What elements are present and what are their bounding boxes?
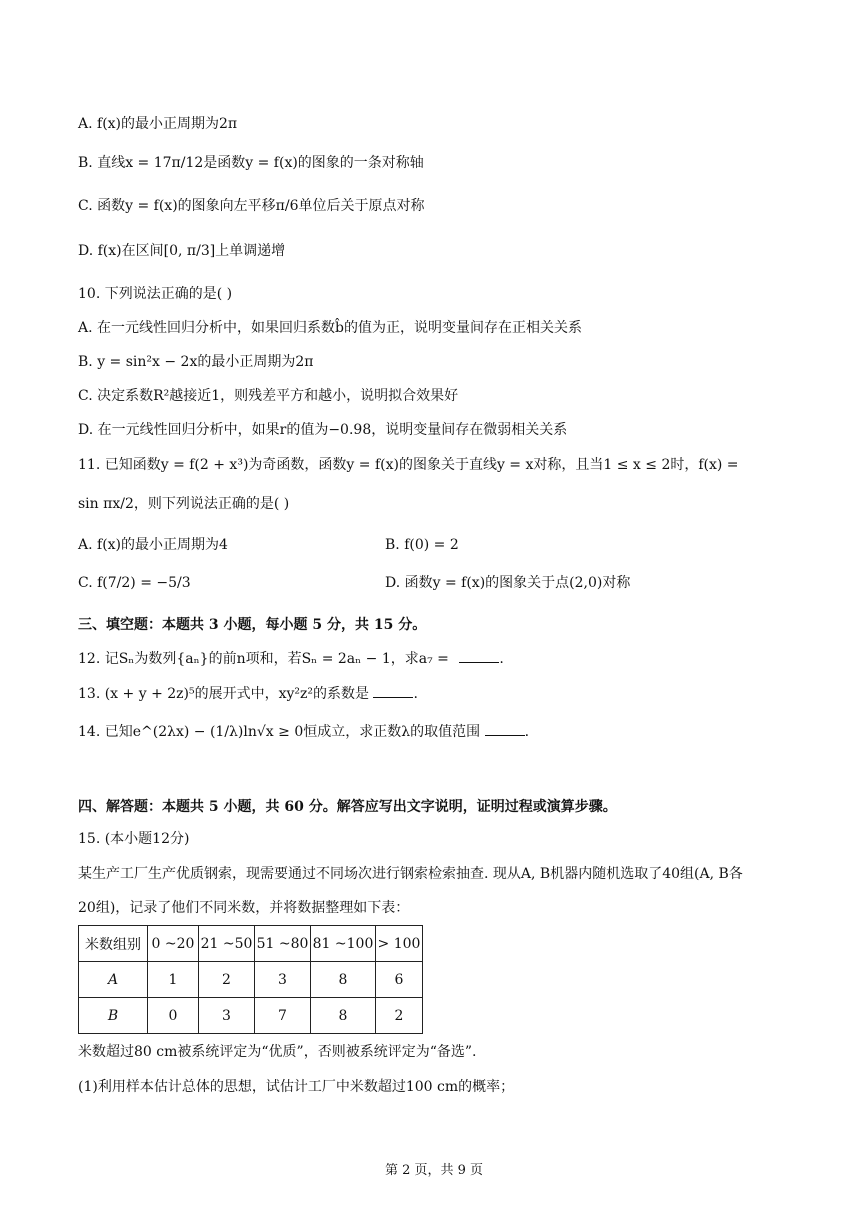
blank-period: . [413, 686, 418, 702]
question-11-option-d: D. 函数y = f(x)的图象关于点(2,0)对称 [385, 575, 631, 591]
table-cell: 2 [199, 962, 255, 998]
table-row [79, 962, 423, 998]
question-9-option-d: D. f(x)在区间[0, π/3]上单调递增 [78, 243, 286, 259]
table-header-cell: 米数组别 [79, 926, 148, 962]
answer-blank [485, 721, 525, 736]
question-11-option-b: B. f(0) = 2 [385, 537, 459, 553]
question-11-stem: 11. 已知函数y = f(2 + x³)为奇函数，函数y = f(x)的图象关于直线y = x对称，且当1 ≤ x ≤ 2时，f(x) = [78, 457, 739, 473]
table-cell: 8 [311, 962, 376, 998]
question-15-para-2: 20组)，记录了他们不同米数，并将数据整理如下表： [78, 900, 410, 916]
question-15-part-1: (1)利用样本估计总体的思想，试估计工厂中米数超过100 cm的概率； [78, 1079, 515, 1095]
question-10-option-a: A. 在一元线性回归分析中，如果回归系数b̂的值为正，说明变量间存在正相关关系 [78, 320, 582, 336]
table-header-cell: 21 ~50 [199, 926, 255, 962]
answer-blank [373, 683, 413, 698]
table-header-cell: 51 ~80 [255, 926, 311, 962]
question-13 [78, 683, 418, 704]
table-header-row [79, 926, 423, 962]
table-cell: 7 [255, 998, 311, 1034]
table-header-cell: > 100 [376, 926, 423, 962]
section-3-heading: 三、填空题：本题共 3 小题，每小题 5 分，共 15 分。 [78, 617, 427, 633]
table-cell: 3 [255, 962, 311, 998]
question-14-text: 14. 已知e^(2λx) − (1/λ)ln√x ≥ 0恒成立，求正数λ的取值范围 [78, 724, 481, 740]
table-cell: A [79, 962, 148, 998]
question-13-text: 13. (x + y + 2z)⁵的展开式中，xy²z²的系数是 [78, 686, 370, 702]
table-cell: 2 [376, 998, 423, 1034]
question-11-option-c: C. f(7/2) = −5/3 [78, 575, 191, 591]
table-cell: 6 [376, 962, 423, 998]
question-10-option-d: D. 在一元线性回归分析中，如果r的值为−0.98，说明变量间存在微弱相关关系 [78, 422, 568, 438]
data-table [78, 925, 423, 1034]
question-14 [78, 721, 529, 742]
table-cell: 1 [148, 962, 199, 998]
question-9-option-a: A. f(x)的最小正周期为2π [78, 116, 238, 132]
answer-blank [459, 648, 499, 663]
question-9-option-b: B. 直线x = 17π/12是函数y = f(x)的图象的一条对称轴 [78, 155, 424, 171]
table-header-cell: 81 ~100 [311, 926, 376, 962]
question-11-option-a: A. f(x)的最小正周期为4 [78, 537, 228, 553]
question-12-text: 12. 记Sₙ为数列{aₙ}的前n项和，若Sₙ = 2aₙ − 1，求a₇ = [78, 651, 449, 667]
question-12 [78, 648, 504, 669]
question-10-option-b: B. y = sin²x − 2x的最小正周期为2π [78, 354, 314, 370]
question-15-para-1: 某生产工厂生产优质钢索，现需要通过不同场次进行钢索检索抽查. 现从A, B机器内随机选取了40组(A, B各 [78, 866, 743, 882]
question-10-stem: 10. 下列说法正确的是( ) [78, 286, 233, 302]
blank-period: . [499, 651, 504, 667]
table-cell: 0 [148, 998, 199, 1034]
question-9-option-c: C. 函数y = f(x)的图象向左平移π/6单位后关于原点对称 [78, 198, 425, 214]
table-header-cell: 0 ~20 [148, 926, 199, 962]
page-footer: 第 2 页，共 9 页 [384, 1163, 484, 1178]
table-row [79, 998, 423, 1034]
question-10-option-c: C. 决定系数R²越接近1，则残差平方和越小，说明拟合效果好 [78, 388, 459, 404]
table-cell: 8 [311, 998, 376, 1034]
table-cell: 3 [199, 998, 255, 1034]
section-4-heading: 四、解答题：本题共 5 小题，共 60 分。解答应写出文字说明，证明过程或演算步骤。 [78, 799, 617, 815]
table-cell: B [79, 998, 148, 1034]
question-11-stem-cont: sin πx/2，则下列说法正确的是( ) [78, 496, 290, 512]
blank-period: . [524, 724, 530, 740]
question-15-para-3: 米数超过80 cm被系统评定为“优质”，否则被系统评定为“备选”. [78, 1044, 477, 1060]
question-15-title: 15. (本小题12分) [78, 831, 190, 847]
